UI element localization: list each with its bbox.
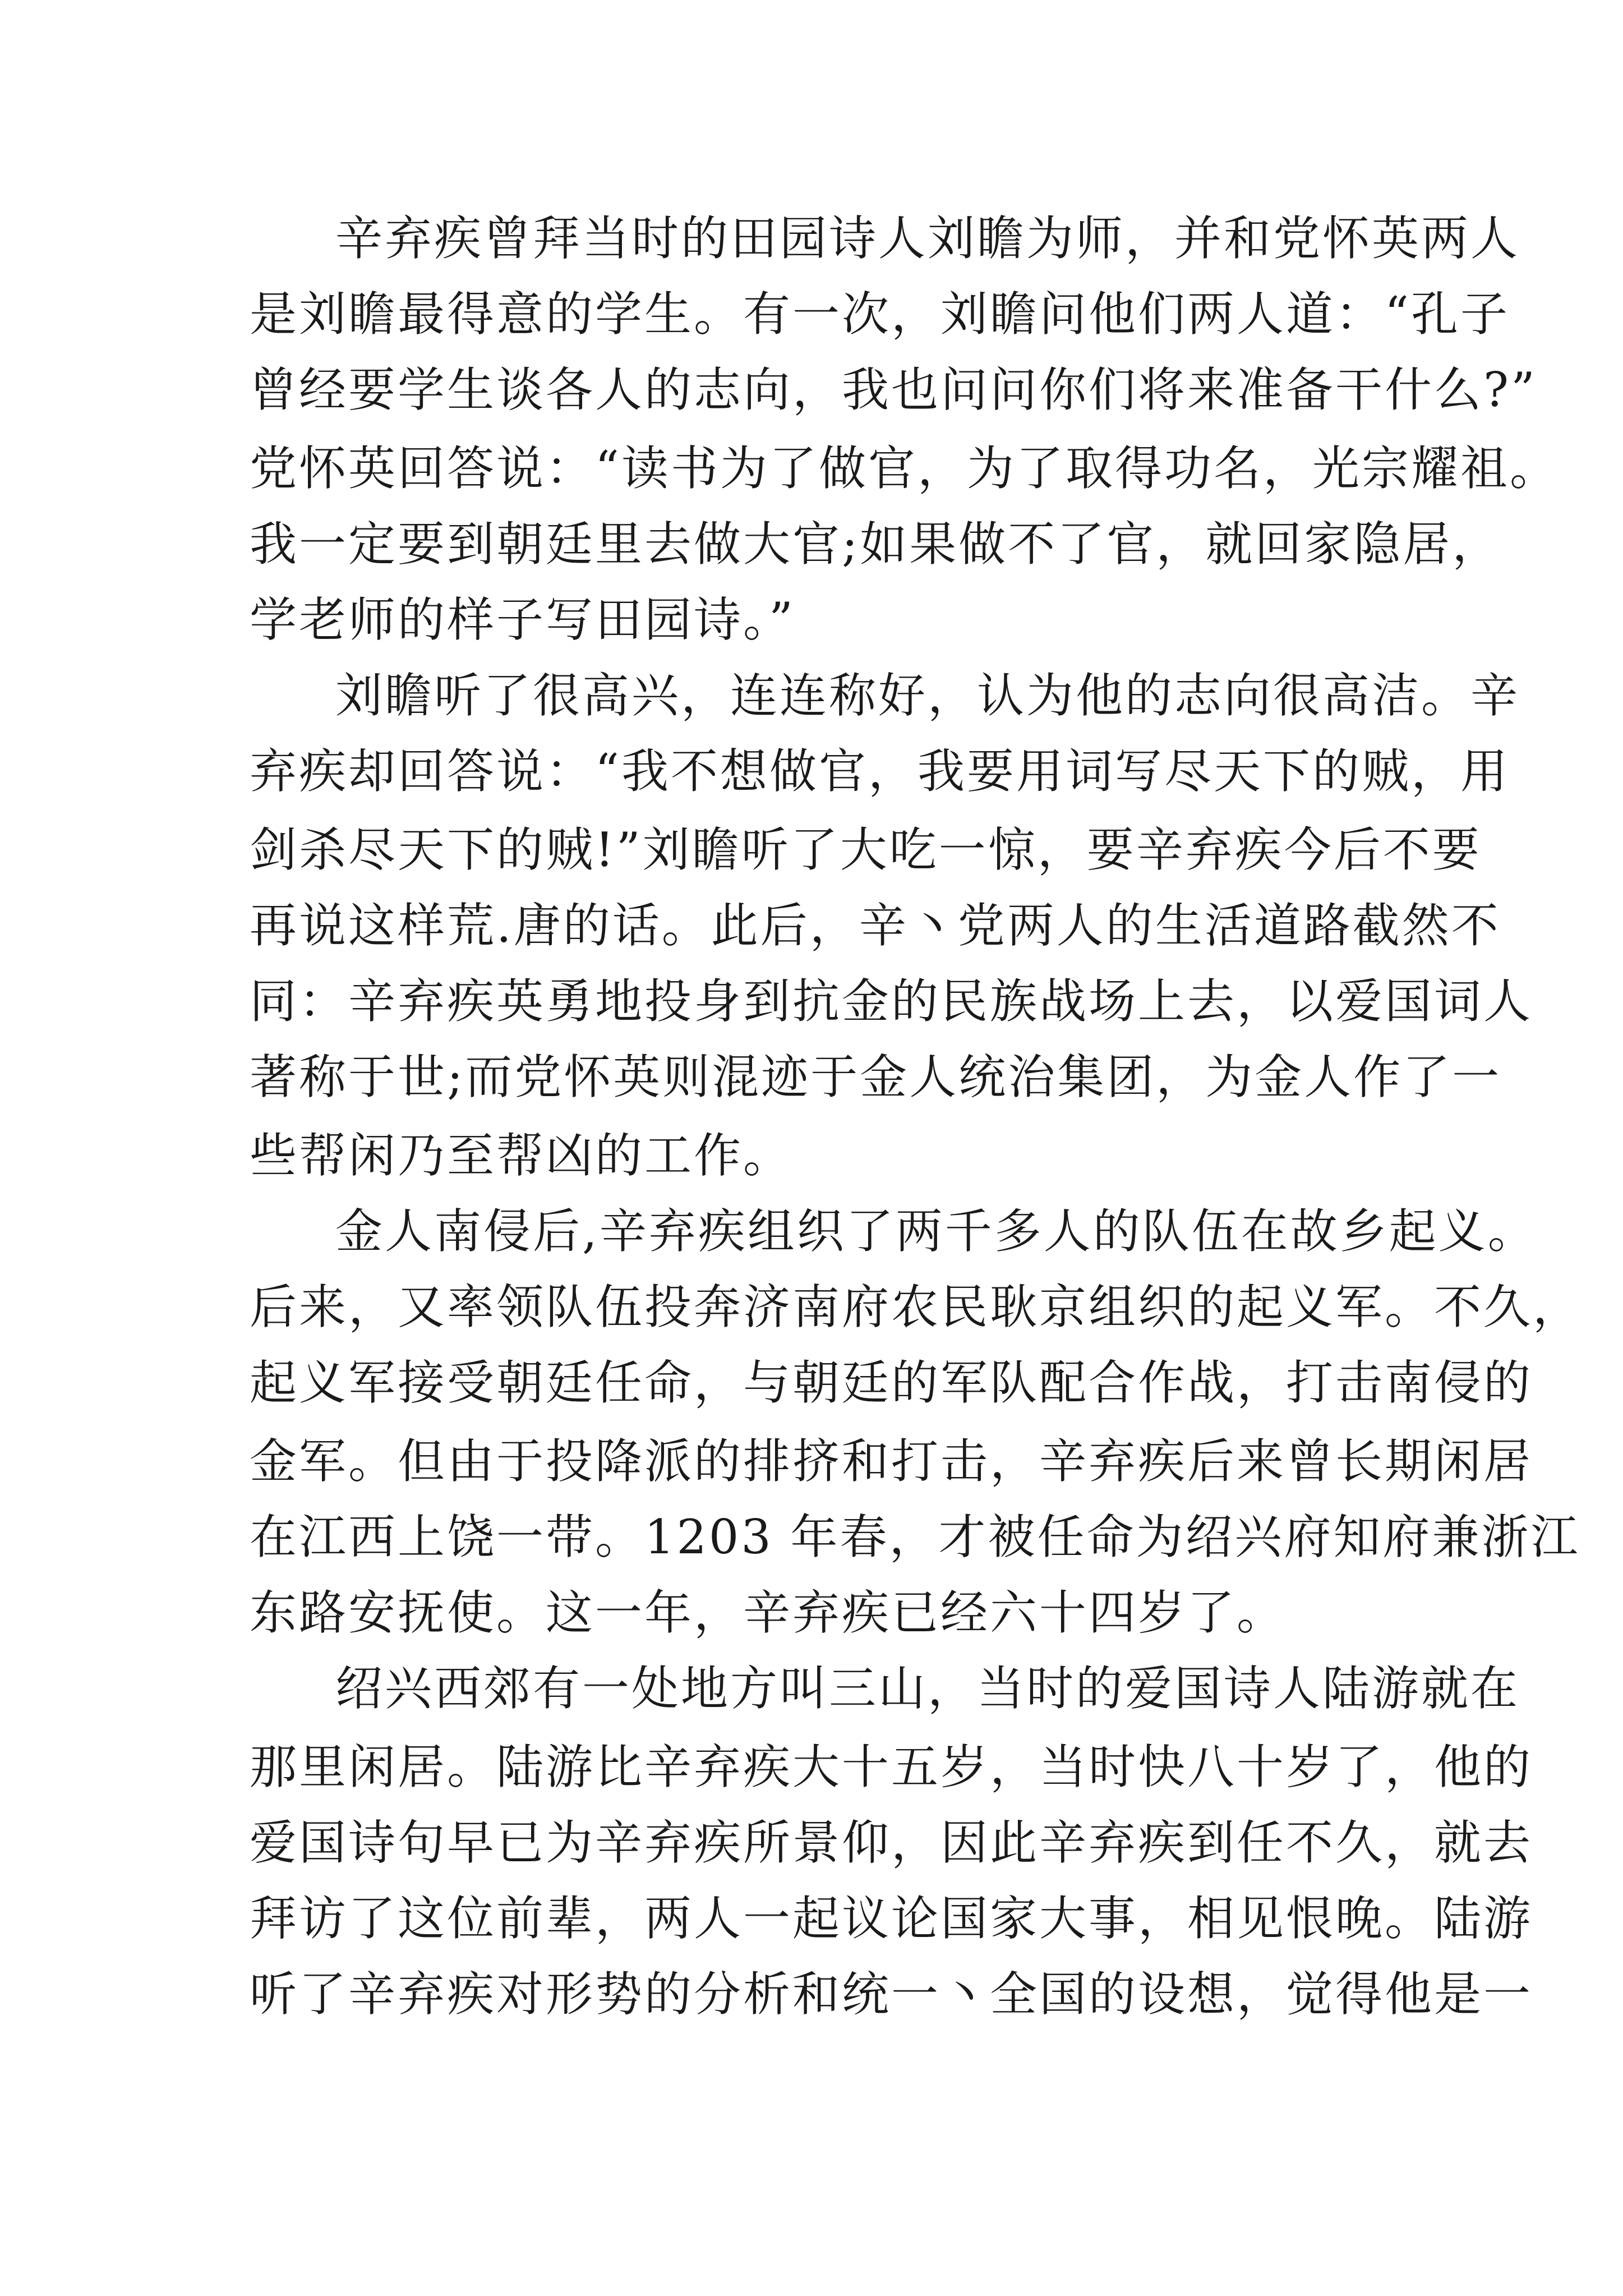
- text-line: 绍兴西郊有一处地方叫三山，当时的爱国诗人陆游就在: [335, 1661, 1520, 1716]
- text-line: 同：辛弃疾英勇地投身到抗金的民族战场上去，以爱国词人: [250, 974, 1533, 1029]
- text-line: 再说这样荒.唐的话。此后，辛丶党两人的生活道路截然不: [250, 898, 1501, 953]
- text-line: 起义军接受朝廷任命，与朝廷的军队配合作战，打击南侵的: [250, 1355, 1533, 1410]
- text-line: 些帮闲乃至帮凶的工作。: [250, 1128, 793, 1183]
- text-line: 金军。但由于投降派的排挤和打击，辛弃疾后来曾长期闲居: [250, 1434, 1533, 1489]
- text-line: 剑杀尽天下的贼!”刘瞻听了大吃一惊，要辛弃疾今后不要: [250, 822, 1482, 877]
- text-line: 弃疾却回答说：“我不想做官，我要用词写尽天下的贼，用: [250, 744, 1510, 799]
- text-line: 那里闲居。陆游比辛弃疾大十五岁，当时快八十岁了，他的: [250, 1740, 1533, 1795]
- text-line: 是刘瞻最得意的学生。有一次，刘瞻问他们两人道：“孔子: [250, 287, 1510, 342]
- text-line: 著称于世;而党怀英则混迹于金人统治集团，为金人作了一: [250, 1050, 1502, 1105]
- text-line: 金人南侵后,辛弃疾组织了两千多人的队伍在故乡起义。: [335, 1204, 1537, 1259]
- text-line: 党怀英回答说：“读书为了做官，为了取得功名，光宗耀祖。: [250, 441, 1559, 496]
- text-line: 辛弃疾曾拜当时的田园诗人刘瞻为师，并和党怀英两人: [335, 211, 1520, 266]
- text-line: 学老师的样子写田园诗。”: [250, 592, 795, 647]
- text-line: 东路安抚使。这一年，辛弃疾已经六十四岁了。: [250, 1585, 1287, 1640]
- text-line: 在江西上饶一带。1203 年春，才被任命为绍兴府知府兼浙江: [250, 1510, 1580, 1565]
- text-line: 曾经要学生谈各人的志向，我也问问你们将来准备干什么?”: [250, 362, 1537, 417]
- text-line: 听了辛弃疾对形势的分析和统一丶全国的设想，觉得他是一: [250, 1967, 1533, 2022]
- text-line: 刘瞻听了很高兴，连连称好，认为他的志向很高洁。辛: [335, 668, 1520, 723]
- text-line: 爱国诗句早已为辛弃疾所景仰，因此辛弃疾到任不久，就去: [250, 1815, 1533, 1870]
- text-line: 我一定要到朝廷里去做大官;如果做不了官，就回家隐居，: [250, 517, 1502, 572]
- text-line: 拜访了这位前辈，两人一起议论国家大事，相见恨晚。陆游: [250, 1891, 1533, 1946]
- text-line: 后来，又率领队伍投奔济南府农民耿京组织的起义军。不久，: [250, 1280, 1583, 1335]
